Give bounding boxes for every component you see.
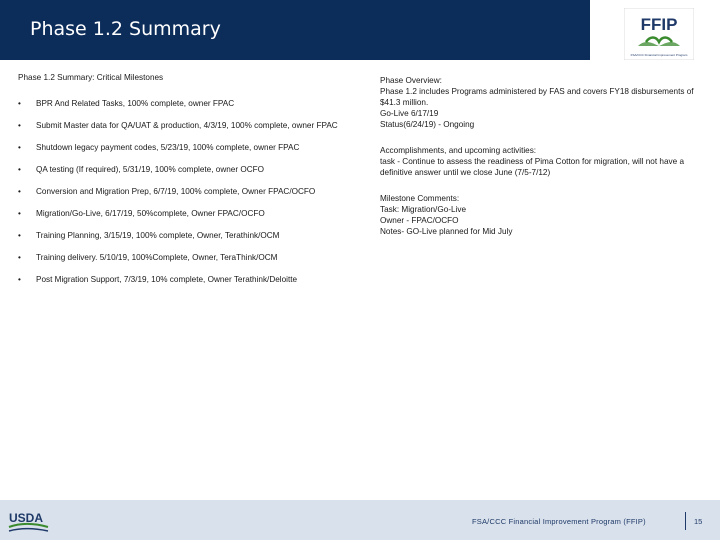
comments-task: Task: Migration/Go-Live bbox=[380, 205, 466, 214]
ffip-logo-tagline: FSA/CCC Financial Improvement Program bbox=[630, 53, 688, 57]
milestones-panel bbox=[18, 73, 363, 296]
usda-logo bbox=[8, 508, 50, 534]
milestone-text: Conversion and Migration Prep, 6/7/19, 100% complete, Owner FPAC/OCFO bbox=[36, 187, 316, 196]
overview-heading: Phase Overview: bbox=[380, 76, 442, 85]
bullet-icon: • bbox=[18, 165, 21, 174]
comments-heading: Milestone Comments: bbox=[380, 194, 460, 203]
usda-logo-text: USDA bbox=[9, 511, 44, 525]
phase-overview bbox=[380, 75, 700, 130]
milestone-list bbox=[18, 98, 363, 285]
milestone-comments bbox=[380, 193, 700, 237]
page-title: Phase 1.2 Summary bbox=[30, 18, 221, 40]
status-text: Status(6/24/19) - Ongoing bbox=[380, 120, 475, 129]
slide-footer bbox=[0, 500, 720, 540]
title-band bbox=[0, 0, 590, 60]
milestone-text: Submit Master data for QA/UAT & production, 4/3/19, 100% complete, owner FPAC bbox=[36, 121, 338, 130]
milestones-heading: Phase 1.2 Summary: Critical Milestones bbox=[18, 73, 164, 82]
bullet-icon: • bbox=[18, 99, 21, 108]
bullet-icon: • bbox=[18, 253, 21, 262]
list-item bbox=[18, 186, 363, 197]
list-item bbox=[18, 274, 363, 285]
comments-notes: Notes- GO-Live planned for Mid July bbox=[380, 227, 513, 236]
bullet-icon: • bbox=[18, 231, 21, 240]
milestone-text: BPR And Related Tasks, 100% complete, owner FPAC bbox=[36, 99, 235, 108]
milestone-text: QA testing (If required), 5/31/19, 100% complete, owner OCFO bbox=[36, 165, 264, 174]
milestone-text: Training delivery. 5/10/19, 100%Complete, Owner, TeraThink/OCM bbox=[36, 253, 278, 262]
bullet-icon: • bbox=[18, 209, 21, 218]
bullet-icon: • bbox=[18, 143, 21, 152]
footer-program: FSA/CCC Financial Improvement Program (FFIP) bbox=[472, 517, 646, 526]
bullet-icon: • bbox=[18, 187, 21, 196]
list-item bbox=[18, 120, 363, 131]
bullet-icon: • bbox=[18, 121, 21, 130]
ffip-logo-text: FFIP bbox=[640, 15, 678, 34]
milestone-text: Shutdown legacy payment codes, 5/23/19, 100% complete, owner FPAC bbox=[36, 143, 300, 152]
list-item bbox=[18, 252, 363, 263]
list-item bbox=[18, 164, 363, 175]
list-item bbox=[18, 98, 363, 109]
accomplishments-heading: Accomplishments, and upcoming activities: bbox=[380, 146, 537, 155]
bullet-icon: • bbox=[18, 275, 21, 284]
overview-panel bbox=[380, 75, 700, 246]
ffip-logo bbox=[624, 8, 694, 60]
slide-header bbox=[0, 0, 720, 62]
milestone-text: Migration/Go-Live, 6/17/19, 50%complete, Owner FPAC/OCFO bbox=[36, 209, 265, 218]
go-live-text: Go-Live 6/17/19 bbox=[380, 109, 439, 118]
milestone-text: Training Planning, 3/15/19, 100% complete, Owner, Terathink/OCM bbox=[36, 231, 280, 240]
footer-divider bbox=[685, 512, 686, 530]
list-item bbox=[18, 142, 363, 153]
comments-owner: Owner - FPAC/OCFO bbox=[380, 216, 459, 225]
accomplishments-text: task - Continue to assess the readiness of Pima Cotton for migration, will not have a definitive answer until we close June (7/5-7/12) bbox=[380, 157, 684, 177]
accomplishments bbox=[380, 145, 700, 178]
list-item bbox=[18, 208, 363, 219]
milestone-text: Post Migration Support, 7/3/19, 10% complete, Owner Terathink/Deloitte bbox=[36, 275, 298, 284]
page-number: 15 bbox=[694, 517, 703, 526]
overview-text: Phase 1.2 includes Programs administered by FAS and covers FY18 disbursements of $41.3 million. bbox=[380, 87, 694, 107]
list-item bbox=[18, 230, 363, 241]
